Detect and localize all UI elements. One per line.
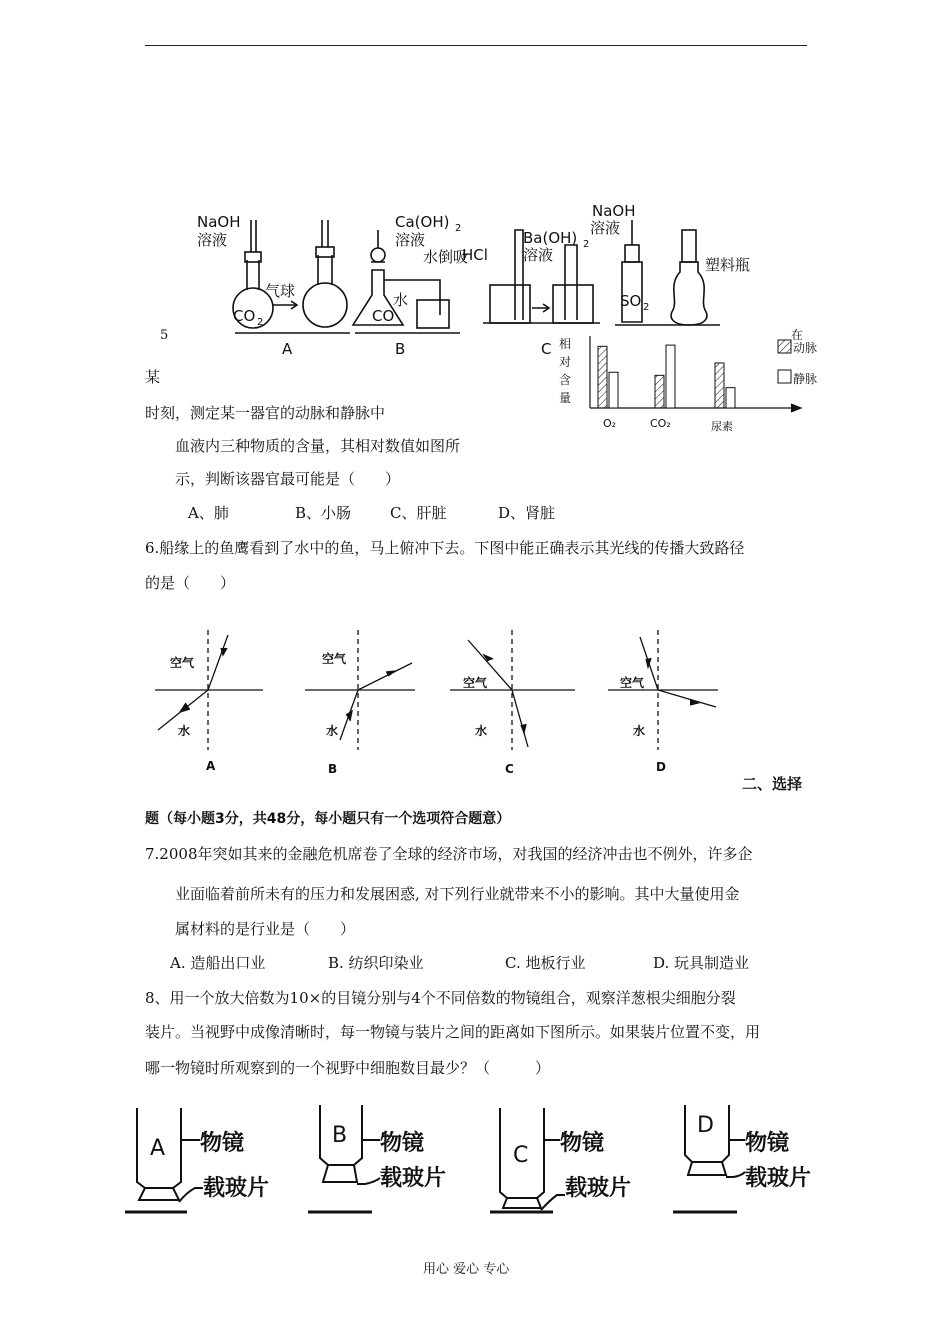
objective-a-label: 物镜 <box>200 1131 245 1156</box>
objective-b-letter: B <box>332 1123 348 1148</box>
q5-option-c: C、肝脏 <box>390 504 447 522</box>
q5-line2: 时刻，测定某一器官的动脉和静脉中 <box>145 404 386 422</box>
beaker-c-left <box>490 285 530 323</box>
a-reagent-bottom: 溶液 <box>197 231 228 249</box>
q5-line4: 示，判断该器官最可能是（ ） <box>175 470 401 488</box>
b-reagent-bottom: 溶液 <box>395 231 426 249</box>
light-path-figure <box>150 625 730 785</box>
bar-vein-2 <box>726 388 735 408</box>
q5-option-d: D、肾脏 <box>498 504 556 522</box>
chart-ylabel-2: 对 <box>559 355 572 369</box>
legend-extra: 在 <box>791 328 804 342</box>
q8-line2: 装片。当视野中成像清晰时，每一物镜与装片之间的距离如下图所示。如果装片位置不变，用 <box>145 1023 761 1041</box>
q7-line2: 业面临着前所未有的压力和发展困惑, 对下列行业就带来不小的影响。其中大量使用金 <box>175 885 740 903</box>
chart-ylabel-1: 相 <box>559 337 572 351</box>
bar-artery-1 <box>655 375 664 408</box>
q7-option-c: C. 地板行业 <box>505 954 586 972</box>
q6-line1: 6.船缘上的鱼鹰看到了水中的鱼，马上俯冲下去。下图中能正确表示其光线的传播大致路径 <box>145 539 745 557</box>
fig-d-air: 空气 <box>620 676 645 690</box>
q5-option-b: B、小肠 <box>295 504 352 522</box>
fig-c-air: 空气 <box>463 676 488 690</box>
b-water-back-label: 水倒吸 <box>423 248 469 266</box>
a-reagent-top: NaOH <box>197 213 241 231</box>
legend-artery-swatch <box>778 340 791 353</box>
fig-b-air: 空气 <box>322 652 347 666</box>
legend-vein-swatch <box>778 370 791 383</box>
c-hcl-label: HCl <box>462 246 488 264</box>
c-reagent-sub: 2 <box>583 239 590 250</box>
a-balloon-label: 气球 <box>265 282 296 300</box>
q7-option-b: B. 纺织印染业 <box>328 954 424 972</box>
d-gas-sub: 2 <box>643 302 650 313</box>
fig-c-label: C <box>505 762 514 776</box>
chart-xtick-o2: O₂ <box>603 417 617 430</box>
fig-b-water: 水 <box>326 724 339 738</box>
b-gas-label: CO <box>372 307 395 325</box>
blood-content-chart <box>535 328 835 438</box>
slide-b-label: 载玻片 <box>380 1166 447 1191</box>
chart-xtick-co2: CO₂ <box>650 417 671 430</box>
header-rule <box>145 45 807 46</box>
a-gas-sub: 2 <box>257 317 264 328</box>
bar-vein-0 <box>609 372 618 408</box>
objective-figure <box>125 1100 815 1225</box>
slide-a-label: 载玻片 <box>203 1176 270 1201</box>
chart-c-letter: C <box>541 340 552 358</box>
q8-line1: 8、用一个放大倍数为10×的目镜分别与4个不同倍数的物镜组合，观察洋葱根尖细胞分裂 <box>145 989 736 1007</box>
bar-vein-1 <box>666 345 675 408</box>
q5-option-a: A、肺 <box>188 504 229 522</box>
section2-head-right: 二、选择 <box>742 775 803 793</box>
q7-line3: 属材料的是行业是（ ） <box>175 920 356 938</box>
q8-line3: 哪一物镜时所观察到的一个视野中细胞数目最少？（ ） <box>145 1059 551 1077</box>
fig-a-air: 空气 <box>170 656 195 670</box>
fig-c-water: 水 <box>475 724 488 738</box>
q5-line3: 血液内三种物质的含量，其相对数值如图所 <box>175 437 461 455</box>
objective-a-letter: A <box>150 1136 166 1161</box>
fig-a-water: 水 <box>178 724 191 738</box>
d-bottle-label: 塑料瓶 <box>705 256 751 274</box>
slide-d-label: 载玻片 <box>745 1166 812 1191</box>
flask-a-right <box>303 283 347 327</box>
objective-d-letter: D <box>697 1113 714 1138</box>
figure-a-label: A <box>282 340 293 358</box>
chart-xtick-urea: 尿素 <box>711 420 733 433</box>
q7-line1: 7.2008年突如其来的金融危机席卷了全球的经济市场，对我国的经济冲击也不例外，许多企 <box>145 845 753 863</box>
page-footer: 用心 爱心 专心 <box>423 1262 510 1277</box>
objective-c-label: 物镜 <box>560 1131 605 1156</box>
bottle-d-right <box>671 262 707 325</box>
q5-number: 5 <box>160 328 169 343</box>
c-reagent-top: Ba(OH) <box>523 229 578 247</box>
q7-option-a: A. 造船出口业 <box>170 954 266 972</box>
objective-d-label: 物镜 <box>745 1131 790 1156</box>
chart-ylabel-4: 量 <box>559 391 572 405</box>
b-reagent-top: Ca(OH) <box>395 213 450 231</box>
b-reagent-sub: 2 <box>455 223 462 234</box>
q6-line2: 的是（ ） <box>145 574 236 592</box>
bar-artery-2 <box>715 363 724 408</box>
q5-line1: 某 <box>145 368 161 386</box>
b-water-label: 水 <box>393 291 409 309</box>
slide-c-label: 载玻片 <box>565 1176 632 1201</box>
objective-c-letter: C <box>513 1143 529 1168</box>
fig-d-label: D <box>656 760 666 774</box>
legend-vein-label: 静脉 <box>793 372 818 386</box>
c-reagent-bottom: 溶液 <box>523 246 554 264</box>
fig-a-label: A <box>206 759 216 773</box>
q7-option-d: D. 玩具制造业 <box>653 954 750 972</box>
bar-artery-0 <box>598 346 607 408</box>
a-gas-label: CO <box>233 307 256 325</box>
fig-d-water: 水 <box>633 724 646 738</box>
legend-artery-label: 动脉 <box>793 341 818 355</box>
objective-b-label: 物镜 <box>380 1131 425 1156</box>
figure-b-label: B <box>395 340 406 358</box>
section2-head-line: 题（每小题3分，共48分，每小题只有一个选项符合题意） <box>145 811 511 827</box>
d-reagent-top: NaOH <box>592 202 636 220</box>
d-gas-label: SO <box>620 292 642 310</box>
fig-b-label: B <box>328 762 338 776</box>
d-reagent-bottom: 溶液 <box>590 219 621 237</box>
chart-ylabel-3: 含 <box>559 373 572 387</box>
